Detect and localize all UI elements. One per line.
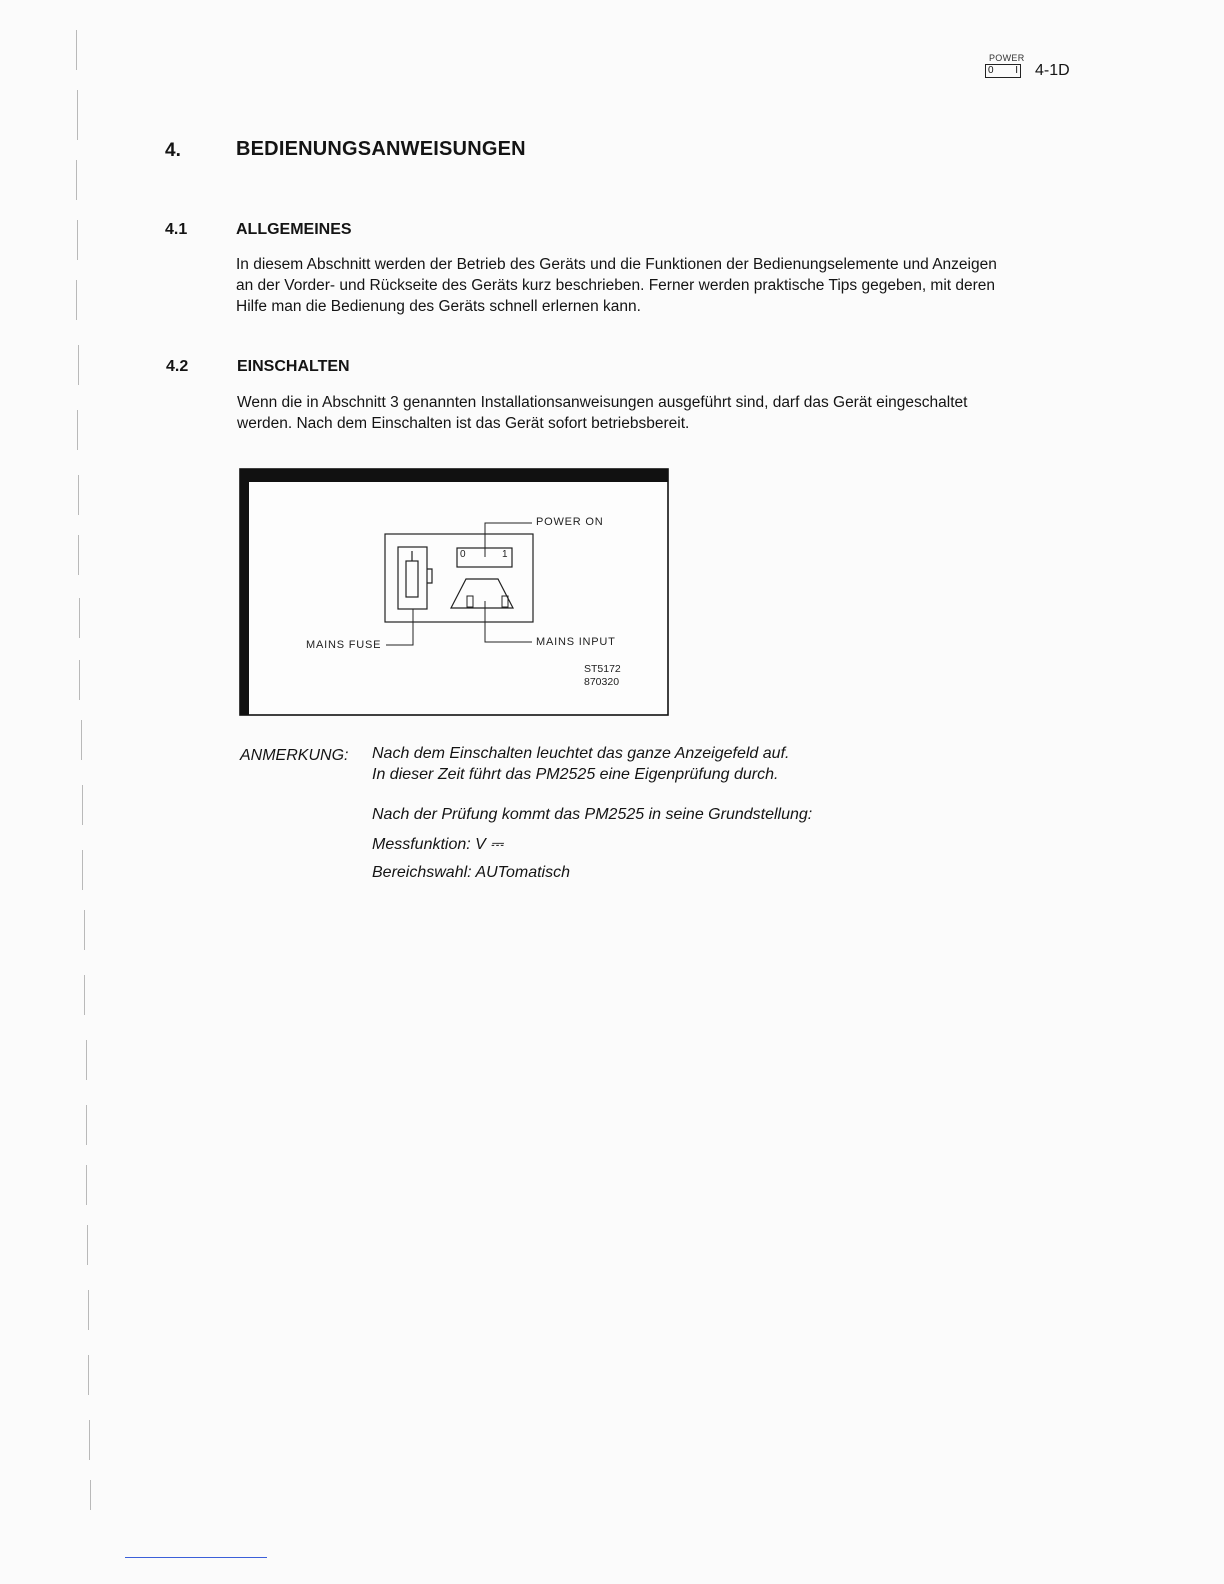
note-label: ANMERKUNG:	[240, 747, 349, 764]
paragraph-line: Wenn die in Abschnitt 3 genannten Installationsanweisungen ausgeführt sind, darf das Gerät eingeschaltet	[237, 394, 968, 411]
note-line: Messfunktion: V ⎓	[372, 836, 504, 853]
note-line: Nach der Prüfung kommt das PM2525 in seine Grundstellung:	[372, 806, 813, 823]
switch-off-mark: 0	[460, 549, 467, 560]
figure-left-border	[240, 469, 249, 715]
subsection-title: EINSCHALTEN	[237, 358, 350, 375]
subsection-title: ALLGEMEINES	[236, 221, 352, 238]
power-label: POWER	[989, 53, 1025, 63]
paragraph-line: Hilfe man die Bedienung des Geräts schnell erlernen kann.	[236, 298, 641, 315]
footer-rule	[125, 1557, 267, 1558]
section-number: 4.	[165, 140, 181, 161]
figure-code-line: 870320	[584, 676, 620, 688]
power-switch-icon	[985, 64, 1021, 78]
paragraph-line: In diesem Abschnitt werden der Betrieb des Geräts und die Funktionen der Bedienungselemente und Anzeigen	[236, 256, 997, 273]
switch-on-mark: 1	[502, 549, 509, 560]
subsection-number: 4.1	[165, 221, 188, 238]
subsection-paragraph	[236, 254, 1076, 317]
subsection-paragraph	[237, 392, 1077, 434]
rear-panel-figure	[238, 467, 670, 718]
page-header	[985, 53, 1085, 83]
figure-top-border	[240, 469, 668, 482]
figure-code-line: ST5172	[584, 663, 621, 675]
binder-margin-marks	[60, 20, 100, 1520]
power-on-label: POWER ON	[536, 516, 604, 528]
note-line: In dieser Zeit führt das PM2525 eine Eigenprüfung durch.	[372, 766, 779, 783]
switch-off-mark: 0	[988, 65, 994, 76]
section-title: BEDIENUNGSANWEISUNGEN	[236, 138, 526, 160]
note-line: Bereichswahl: AUTomatisch	[372, 864, 571, 881]
subsection-number: 4.2	[166, 358, 189, 375]
mains-fuse-label: MAINS FUSE	[306, 639, 382, 651]
switch-on-mark: I	[1015, 65, 1018, 76]
page-number: 4-1D	[1035, 62, 1070, 79]
paragraph-line: werden. Nach dem Einschalten ist das Gerät sofort betriebsbereit.	[237, 415, 690, 432]
figure-code	[584, 663, 621, 689]
paragraph-line: an der Vorder- und Rückseite des Geräts kurz beschrieben. Ferner werden praktische Tips gegeben, mit deren	[236, 277, 996, 294]
note-line: Nach dem Einschalten leuchtet das ganze Anzeigefeld auf.	[372, 745, 790, 762]
mains-input-label: MAINS INPUT	[536, 636, 616, 648]
